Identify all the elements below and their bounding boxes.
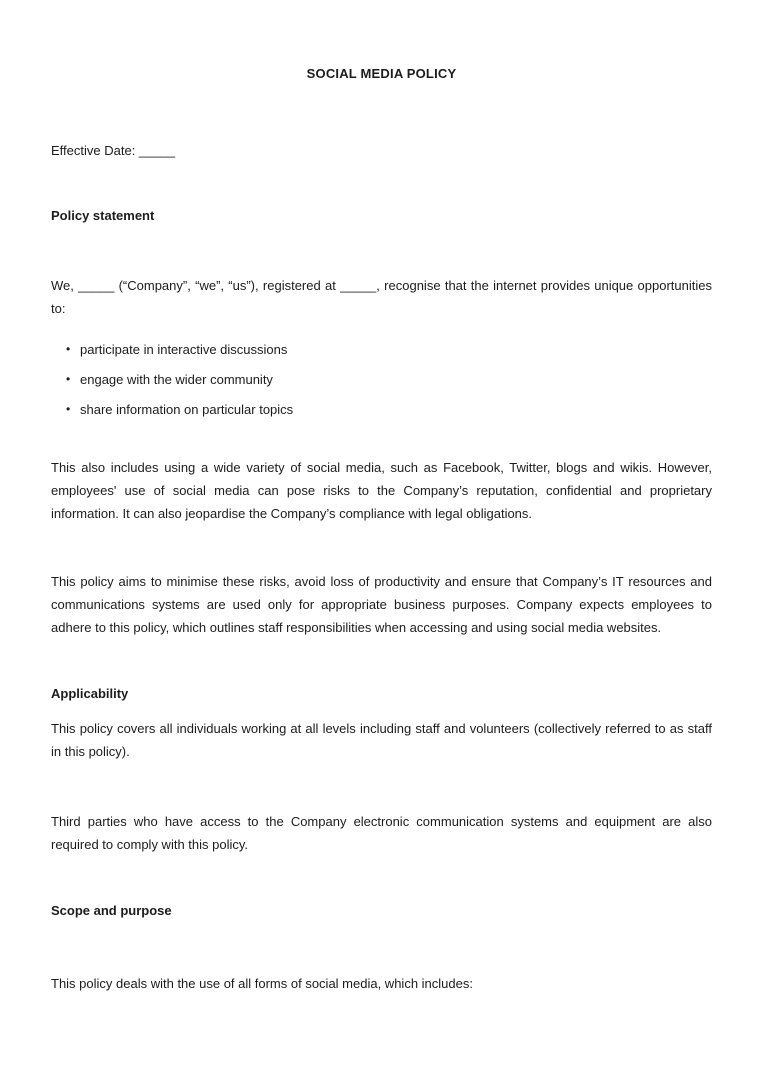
document-title: SOCIAL MEDIA POLICY xyxy=(306,66,457,81)
heading-policy-statement: Policy statement xyxy=(51,208,155,223)
paragraph-scope-intro: This policy deals with the use of all forms of social media, which includes: xyxy=(51,976,473,991)
paragraph-intro: We, _____ (“Company”, “we”, “us”), registered at _____, recognise that the internet provides unique opportunities to: xyxy=(51,278,712,316)
list-item: • participate in interactive discussions xyxy=(51,338,712,361)
paragraph-policy-covers: This policy covers all individuals working at all levels including staff and volunteers (collectively referred to as staff in this policy). xyxy=(51,721,712,759)
paragraph-policy-aims: This policy aims to minimise these risks, avoid loss of productivity and ensure that Company’s IT resources and communications systems are used only for appropriate business purposes. Company expects employees to adhere to this policy, which outlines staff responsibilities when accessing and using social media websites. xyxy=(51,574,712,635)
heading-scope-and-purpose: Scope and purpose xyxy=(51,903,172,918)
heading-applicability: Applicability xyxy=(51,686,129,701)
opportunities-list xyxy=(51,338,712,421)
paragraph-third-parties: Third parties who have access to the Company electronic communication systems and equipment are also required to comply with this policy. xyxy=(51,814,712,852)
effective-date-line: Effective Date: _____ xyxy=(51,143,176,158)
list-item: • share information on particular topics xyxy=(51,398,712,421)
paragraph-social-media-includes: This also includes using a wide variety of social media, such as Facebook, Twitter, blogs and wikis. However, employees' use of social media can pose risks to the Company’s reputation, confidential and proprietary information. It can also jeopardise the Company’s compliance with legal obligations. xyxy=(51,460,712,521)
list-item: • engage with the wider community xyxy=(51,368,712,391)
